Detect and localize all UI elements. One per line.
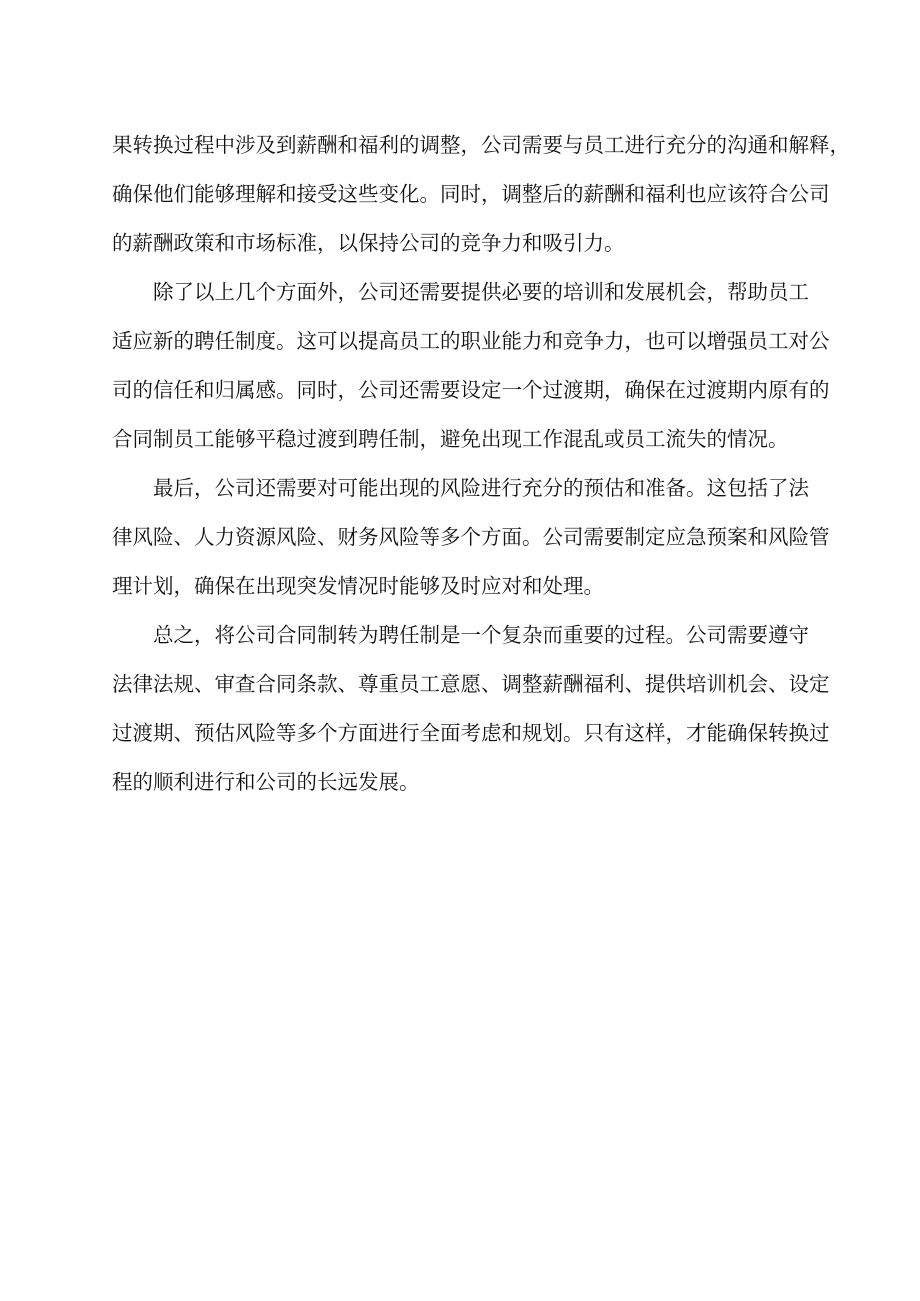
paragraph-conclusion: [112, 611, 832, 807]
text-line: 法律法规、审查合同条款、尊重员工意愿、调整薪酬福利、提供培训机会、设定: [112, 672, 830, 696]
text-line: 确保他们能够理解和接受这些变化。同时，调整后的薪酬和福利也应该符合公司: [112, 182, 830, 206]
paragraph-training-transition: [112, 268, 832, 464]
text-line: 程的顺利进行和公司的长远发展。: [112, 770, 420, 794]
text-line: 适应新的聘任制度。这可以提高员工的职业能力和竞争力，也可以增强员工对公: [112, 329, 830, 353]
text-line: 过渡期、预估风险等多个方面进行全面考虑和规划。只有这样，才能确保转换过: [112, 721, 830, 745]
text-line: 律风险、人力资源风险、财务风险等多个方面。公司需要制定应急预案和风险管: [112, 525, 830, 549]
text-line: 果转换过程中涉及到薪酬和福利的调整，公司需要与员工进行充分的沟通和解释，: [112, 133, 850, 157]
text-line: 理计划，确保在出现突发情况时能够及时应对和处理。: [112, 574, 604, 598]
document-body: [112, 121, 850, 807]
paragraph-risk: [112, 464, 832, 611]
text-line: 总之，将公司合同制转为聘任制是一个复杂而重要的过程。公司需要遵守: [153, 623, 809, 647]
paragraph-salary-benefits: [112, 121, 850, 268]
text-line: 除了以上几个方面外，公司还需要提供必要的培训和发展机会，帮助员工: [153, 280, 809, 304]
text-line: 的薪酬政策和市场标准，以保持公司的竞争力和吸引力。: [112, 231, 625, 255]
text-line: 司的信任和归属感。同时，公司还需要设定一个过渡期，确保在过渡期内原有的: [112, 378, 830, 402]
text-line: 最后，公司还需要对可能出现的风险进行充分的预估和准备。这包括了法: [153, 476, 809, 500]
text-line: 合同制员工能够平稳过渡到聘任制，避免出现工作混乱或员工流失的情况。: [112, 427, 789, 451]
